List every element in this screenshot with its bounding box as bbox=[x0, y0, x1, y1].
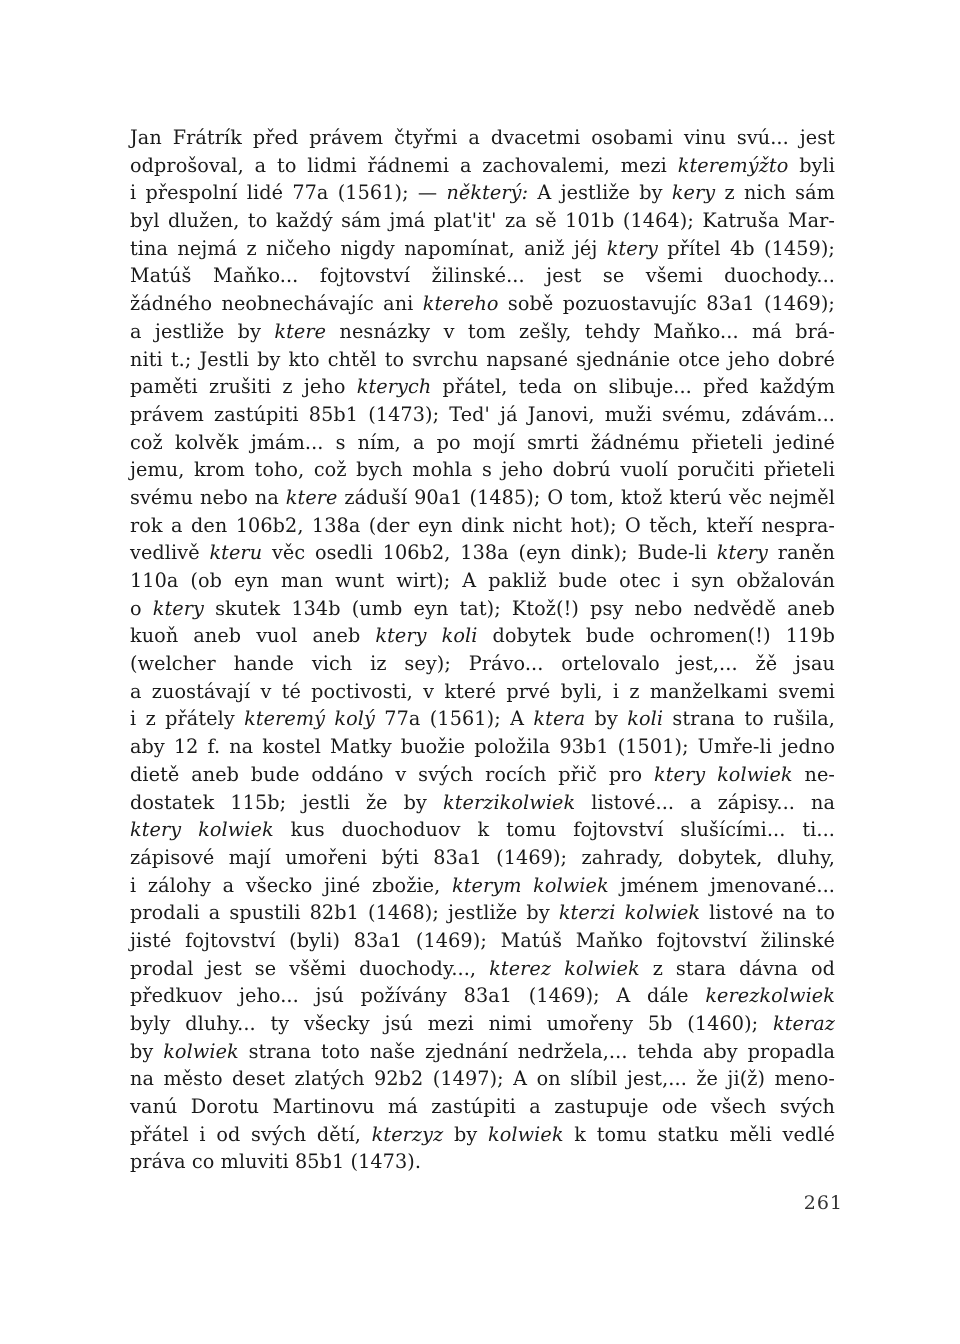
text-line bbox=[130, 872, 835, 900]
text-line bbox=[130, 789, 835, 817]
italic-word: ktera bbox=[533, 707, 586, 731]
text-line bbox=[130, 899, 835, 927]
text-line bbox=[130, 733, 835, 761]
text-segment: i z přátely bbox=[130, 707, 245, 731]
text-line bbox=[130, 1038, 835, 1066]
text-segment: kuoň aneb vuol aneb bbox=[130, 624, 376, 648]
text-segment: a zuostávají v té poctivosti, v které prvé byli, i z manželkami svemi bbox=[130, 679, 835, 703]
text-segment: aby 12 f. na kostel Matky buožie položila 93b1 (1501); Umře-li jedno bbox=[130, 735, 835, 759]
text-segment: svému nebo na bbox=[130, 485, 286, 509]
italic-word: kteraz bbox=[772, 1012, 835, 1035]
text-segment: kus duochoduov k tomu fojtovství slušícími... ti... bbox=[273, 818, 835, 842]
text-segment: strana toto naše zjednání nedržela,... tehda aby propadla bbox=[238, 1039, 835, 1063]
text-segment: sobě pozuostavujíc 83a1 (1469); bbox=[498, 292, 835, 316]
text-segment: zápisové mají umořeni býti 83a1 (1469); zahrady, dobytek, dluhy, bbox=[130, 845, 835, 869]
text-segment: právem zastúpiti 85b1 (1473); Ted' já Janovi, muži svému, zdávám... bbox=[130, 402, 835, 426]
text-line bbox=[130, 235, 835, 263]
text-segment: listové... a zápisy... na bbox=[575, 790, 835, 814]
text-segment: 110a (ob eyn man wunt wirt); A pakliž bude otec i syn obžalován bbox=[130, 569, 835, 592]
italic-word: kterzyz bbox=[371, 1122, 444, 1146]
italic-word: kteremý kolý bbox=[244, 707, 375, 731]
text-line bbox=[130, 816, 835, 844]
text-line bbox=[130, 678, 835, 706]
italic-word: ktery bbox=[606, 236, 658, 260]
text-segment: jemu, krom toho, což bych mohla s jeho dobrú vuolí poručiti přieteli bbox=[130, 458, 835, 482]
text-segment: i zálohy a všecko jiné zbožie, bbox=[130, 873, 452, 897]
text-segment: práva co mluviti 85b1 (1473). bbox=[130, 1150, 422, 1174]
text-line bbox=[130, 705, 835, 733]
italic-word: kery bbox=[671, 181, 716, 205]
text-line bbox=[130, 207, 835, 235]
text-segment: k tomu statku měli vedlé bbox=[563, 1122, 835, 1146]
text-line bbox=[130, 346, 835, 374]
text-segment: vedlivě bbox=[130, 541, 210, 565]
italic-word: ktere bbox=[285, 485, 338, 509]
text-segment: záduší 90a1 (1485); O tom, ktož kterú věc nejměl bbox=[337, 485, 836, 509]
body-text bbox=[130, 124, 835, 1176]
italic-word: kteru bbox=[209, 541, 263, 565]
italic-word: ktery koli bbox=[375, 624, 478, 648]
text-segment: ne- bbox=[792, 762, 835, 786]
text-line bbox=[130, 927, 835, 955]
text-segment: prodal jest se všěmi duochody..., bbox=[130, 956, 490, 980]
italic-word: kolwiek bbox=[488, 1122, 564, 1146]
text-segment: byly dluhy... ty všecky jsú mezi nimi umořeny 5b (1460); bbox=[130, 1012, 773, 1035]
text-line bbox=[130, 124, 835, 152]
text-segment: žádného neobnechávajíc ani bbox=[130, 292, 423, 316]
italic-word: kerezkolwiek bbox=[705, 984, 835, 1008]
text-segment: o bbox=[130, 596, 153, 620]
text-segment: by bbox=[585, 707, 628, 731]
text-segment: odprošoval, a to lidmi řádnemi a zachovalemi, mezi bbox=[130, 153, 678, 177]
text-segment: raněn bbox=[768, 541, 835, 565]
italic-word: ktery kolwiek bbox=[654, 762, 793, 786]
text-segment: byl dlužen, to každý sám jmá plat'it' za sě 101b (1464); Katruša Mar- bbox=[130, 209, 835, 233]
text-line bbox=[130, 955, 835, 983]
text-line bbox=[130, 456, 835, 484]
text-segment: přítel 4b (1459); bbox=[657, 236, 835, 260]
text-line bbox=[130, 567, 835, 595]
text-segment: strana to rušila, bbox=[663, 707, 836, 731]
text-segment: věc osedli 106b2, 138a (eyn dink); Bude-li bbox=[262, 541, 717, 565]
italic-word: ktere bbox=[274, 319, 327, 343]
text-line bbox=[130, 429, 835, 457]
text-segment: dietě aneb bude oddáno v svých rocích přič pro bbox=[130, 762, 655, 786]
text-segment: jisté fojtovství (byli) 83a1 (1469); Matúš Maňko fojtovství žilinské bbox=[130, 928, 835, 952]
italic-word: kterez kolwiek bbox=[489, 956, 640, 980]
text-line bbox=[130, 262, 835, 290]
text-line bbox=[130, 401, 835, 429]
text-segment: skutek 134b (umb eyn tat); Ktož(!) psy nebo nedvědě aneb bbox=[203, 596, 835, 620]
text-segment: přátel, teda on slibuje... před každým bbox=[431, 375, 835, 399]
text-line bbox=[130, 512, 835, 540]
text-segment: by bbox=[130, 1039, 164, 1063]
italic-word: kolwiek bbox=[163, 1039, 239, 1063]
text-line bbox=[130, 152, 835, 180]
text-line bbox=[130, 622, 835, 650]
italic-word: koli bbox=[627, 707, 664, 731]
italic-word: kterzi kolwiek bbox=[558, 901, 701, 925]
text-segment: (welcher hande vich iz sey); Právo... ortelovalo jest,... žě jsau bbox=[130, 652, 835, 676]
text-line bbox=[130, 1010, 835, 1038]
text-segment: předkuov jeho... jsú požívány 83a1 (1469); A dále bbox=[130, 984, 706, 1008]
text-line bbox=[130, 982, 835, 1010]
text-line bbox=[130, 650, 835, 678]
text-segment: na město deset zlatých 92b2 (1497); A on slíbil jest,... že ji(ž) meno- bbox=[130, 1067, 835, 1091]
italic-word: kterzikolwiek bbox=[442, 790, 576, 814]
text-segment: Jan Frátrík před právem čtyřmi a dvacetmi osobami vinu svú... jest bbox=[130, 126, 835, 149]
text-segment: nesnázky v tom zešly, tehdy Maňko... má brá- bbox=[326, 319, 836, 343]
italic-word: kterych bbox=[356, 375, 432, 399]
text-segment: rok a den 106b2, 138a (der eyn dink nicht hot); O těch, kteří nespra- bbox=[130, 513, 835, 537]
text-segment: z nich sám bbox=[715, 181, 835, 205]
italic-word: ktery kolwiek bbox=[130, 818, 274, 842]
text-line bbox=[130, 1065, 835, 1093]
text-segment: Matúš Maňko... fojtovství žilinské... jest se všemi duochody... bbox=[130, 264, 835, 288]
text-segment: prodali a spustili 82b1 (1468); jestliže by bbox=[130, 901, 559, 925]
text-line bbox=[130, 373, 835, 401]
text-segment: byli bbox=[788, 153, 835, 177]
text-segment: vanú Dorotu Martinovu má zastúpiti a zastupuje ode všech svých bbox=[130, 1095, 835, 1119]
text-segment: paměti zrušiti z jeho bbox=[130, 375, 357, 399]
italic-word: některý: bbox=[446, 181, 529, 205]
italic-word: ktereho bbox=[422, 292, 499, 316]
text-line bbox=[130, 844, 835, 872]
text-segment: z stara dávna od bbox=[639, 956, 835, 980]
text-segment: 77a (1561); A bbox=[374, 707, 534, 731]
page-number: 261 bbox=[803, 1192, 843, 1214]
italic-word: kterym kolwiek bbox=[451, 873, 609, 897]
text-line bbox=[130, 1121, 835, 1149]
text-line bbox=[130, 761, 835, 789]
text-segment: by bbox=[443, 1122, 489, 1146]
text-segment: listové na to bbox=[700, 901, 835, 925]
text-segment: dostatek 115b; jestli že by bbox=[130, 790, 443, 814]
text-segment: A jestliže by bbox=[528, 181, 672, 205]
text-line bbox=[130, 1148, 835, 1176]
text-line bbox=[130, 539, 835, 567]
text-segment: i přespolní lidé 77a (1561); — bbox=[130, 181, 447, 205]
text-line bbox=[130, 595, 835, 623]
text-segment: jménem jmenované... bbox=[608, 873, 835, 897]
text-line bbox=[130, 318, 835, 346]
italic-word: ktery bbox=[716, 541, 769, 565]
text-segment: tina nejmá z ničeho nigdy napomínat, aniž jéj bbox=[130, 236, 607, 260]
text-line bbox=[130, 484, 835, 512]
text-segment: niti t.; Jestli by kto chtěl to svrchu napsané sjednánie otce jeho dobré bbox=[130, 347, 835, 371]
text-line bbox=[130, 290, 835, 318]
text-segment: dobytek bude ochromen(!) 119b bbox=[477, 624, 835, 648]
text-segment: přátel i od svých dětí, bbox=[130, 1122, 372, 1146]
italic-word: ktery bbox=[152, 596, 204, 620]
text-line bbox=[130, 1093, 835, 1121]
text-segment: a jestliže by bbox=[130, 319, 275, 343]
text-segment: což kolvěk jmám... s ním, a po mojí smrti žádnému přieteli jediné bbox=[130, 430, 835, 454]
italic-word: kteremýžto bbox=[677, 153, 789, 177]
text-line bbox=[130, 179, 835, 207]
